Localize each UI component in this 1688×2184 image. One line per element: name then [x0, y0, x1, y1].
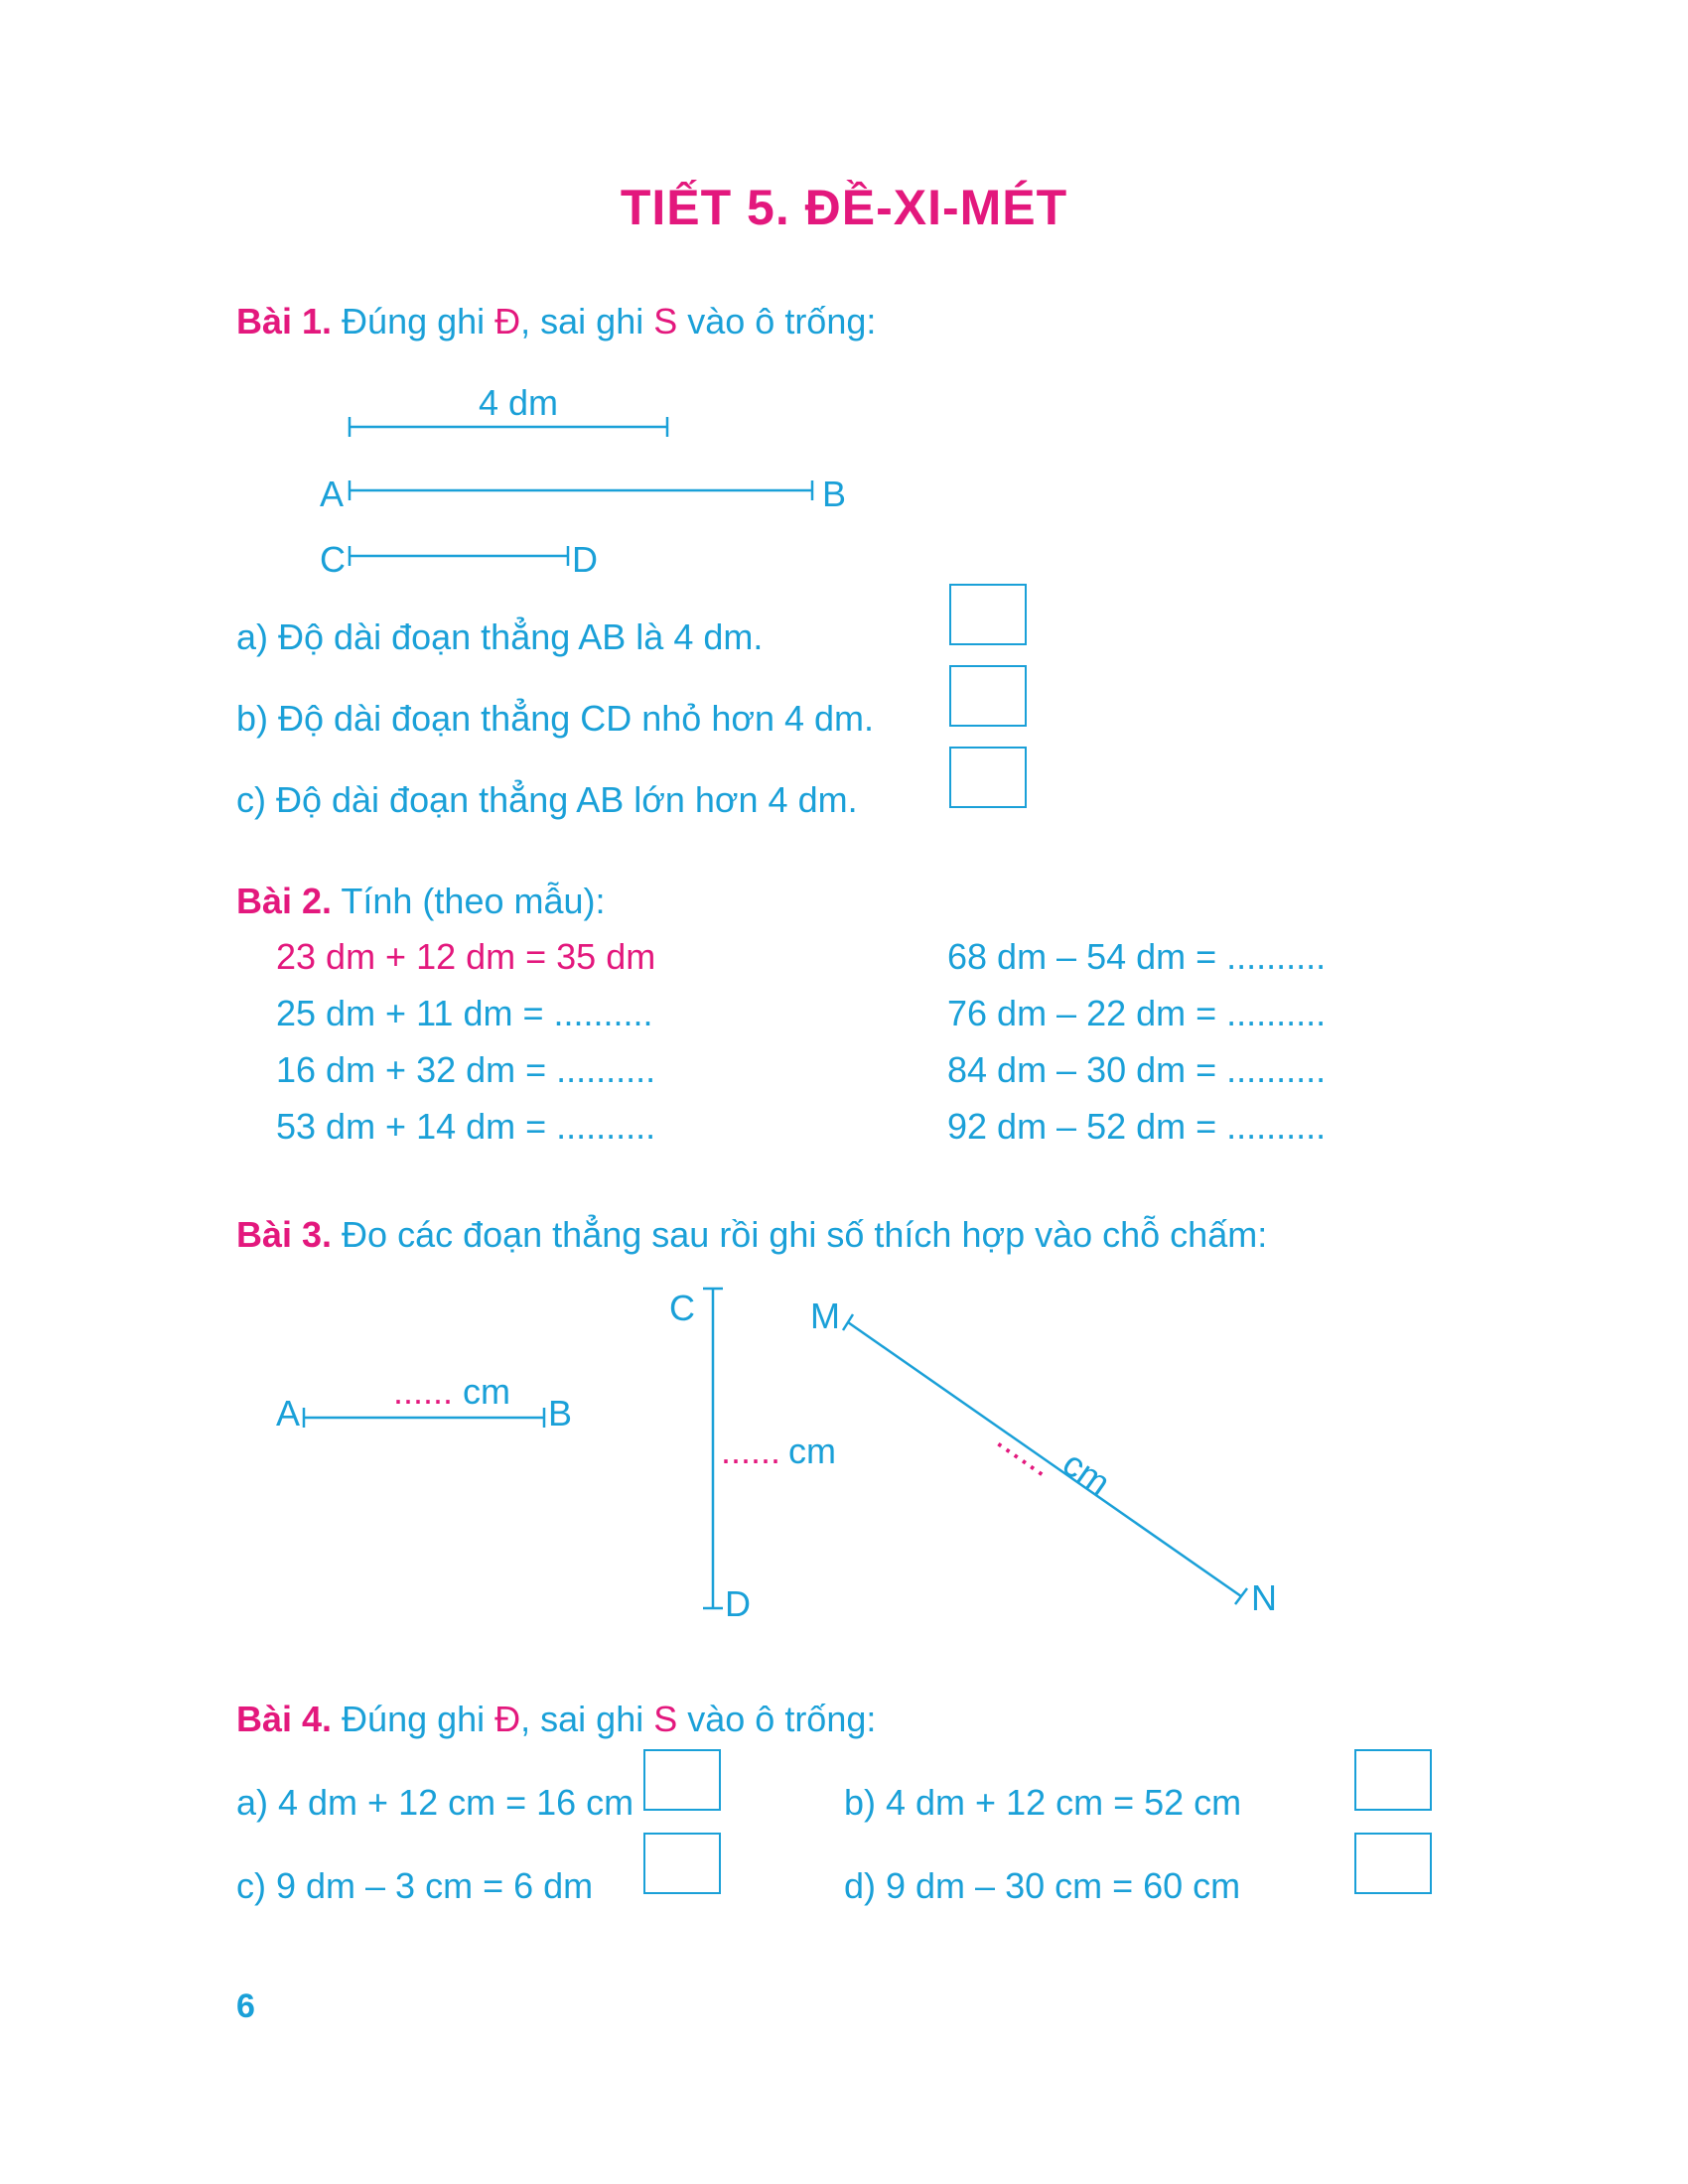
point-b-label: B: [822, 474, 847, 514]
exercise-2-heading: [236, 882, 606, 921]
exercise-4-item-d: d) 9 dm – 30 cm = 60 cm: [844, 1865, 1241, 1906]
point-c-label: C: [320, 539, 346, 580]
exercise-4-text-2: , sai ghi: [520, 1699, 654, 1739]
answer-box-4b[interactable]: [1354, 1749, 1432, 1811]
page-title: TIẾT 5. ĐỀ-XI-MÉT: [620, 180, 1068, 235]
measure-ab-point-a: A: [276, 1393, 301, 1433]
answer-box-4a[interactable]: [643, 1749, 721, 1811]
measure-mn-tick-m: [843, 1314, 853, 1330]
exercise-1-item-a: a) Độ dài đoạn thẳng AB là 4 dm.: [236, 616, 764, 657]
subtraction-row-2[interactable]: 76 dm – 22 dm = ..........: [947, 993, 1327, 1033]
exercise-1-item-c: c) Độ dài đoạn thẳng AB lớn hơn 4 dm.: [236, 779, 858, 820]
point-a-label: A: [320, 474, 345, 514]
measure-ab-unit: cm: [463, 1371, 510, 1412]
exercise-1-text-3: vào ô trống:: [677, 301, 877, 341]
exercise-3-text: Đo các đoạn thẳng sau rồi ghi số thích hợp vào chỗ chấm:: [332, 1214, 1268, 1255]
page-number: 6: [236, 1987, 255, 2025]
exercise-4-label: Bài 4.: [236, 1699, 333, 1739]
exercise-4-text-1: Đúng ghi: [332, 1699, 495, 1739]
exercise-1-true-mark: Đ: [494, 301, 521, 341]
exercise-3-heading: [236, 1215, 1267, 1255]
exercise-3-label: Bài 3.: [236, 1214, 333, 1255]
measure-cd-point-d: D: [725, 1583, 751, 1624]
exercise-4-false-mark: S: [653, 1699, 678, 1739]
answer-box-1a[interactable]: [949, 584, 1027, 645]
point-d-label: D: [572, 539, 598, 580]
exercise-1-heading: [236, 302, 876, 341]
subtraction-row-4[interactable]: 92 dm – 52 dm = ..........: [947, 1106, 1327, 1147]
addition-row-3[interactable]: 16 dm + 32 dm = ..........: [276, 1049, 656, 1090]
measure-mn-point-m: M: [810, 1296, 840, 1336]
exercise-4-true-mark: Đ: [494, 1699, 521, 1739]
exercise-4-heading: [236, 1700, 876, 1739]
exercise-4-item-b: b) 4 dm + 12 cm = 52 cm: [844, 1782, 1242, 1823]
measure-mn-blank[interactable]: ......: [990, 1417, 1062, 1485]
exercise-4-text-3: vào ô trống:: [677, 1699, 877, 1739]
addition-row-2[interactable]: 25 dm + 11 dm = ..........: [276, 993, 653, 1033]
measure-cd-point-c: C: [669, 1288, 695, 1328]
exercise-1-false-mark: S: [653, 301, 678, 341]
measure-ab-point-b: B: [548, 1393, 573, 1433]
subtraction-row-3[interactable]: 84 dm – 30 dm = ..........: [947, 1049, 1327, 1090]
exercise-4-item-c: c) 9 dm – 3 cm = 6 dm: [236, 1865, 594, 1906]
measure-mn-tick-n: [1235, 1588, 1247, 1604]
exercise-1-text-2: , sai ghi: [520, 301, 654, 341]
measure-ab-blank[interactable]: ......: [393, 1371, 454, 1412]
exercise-1-item-b: b) Độ dài đoạn thẳng CD nhỏ hơn 4 dm.: [236, 698, 875, 739]
measure-cd-blank[interactable]: ......: [721, 1431, 781, 1471]
exercise-2-text: Tính (theo mẫu):: [332, 881, 606, 921]
answer-box-4c[interactable]: [643, 1833, 721, 1894]
exercise-2-label: Bài 2.: [236, 881, 333, 921]
ruler-label: 4 dm: [479, 382, 559, 423]
measure-mn-point-n: N: [1251, 1577, 1277, 1618]
example-row: 23 dm + 12 dm = 35 dm: [276, 936, 656, 977]
addition-row-4[interactable]: 53 dm + 14 dm = ..........: [276, 1106, 656, 1147]
exercise-1-label: Bài 1.: [236, 301, 333, 341]
answer-box-1c[interactable]: [949, 747, 1027, 808]
measure-mn-unit: cm: [1055, 1442, 1118, 1504]
answer-box-4d[interactable]: [1354, 1833, 1432, 1894]
measure-cd-unit: cm: [788, 1431, 836, 1471]
exercise-1-text-1: Đúng ghi: [332, 301, 495, 341]
exercise-4-item-a: a) 4 dm + 12 cm = 16 cm: [236, 1782, 634, 1823]
answer-box-1b[interactable]: [949, 665, 1027, 727]
subtraction-row-1[interactable]: 68 dm – 54 dm = ..........: [947, 936, 1327, 977]
